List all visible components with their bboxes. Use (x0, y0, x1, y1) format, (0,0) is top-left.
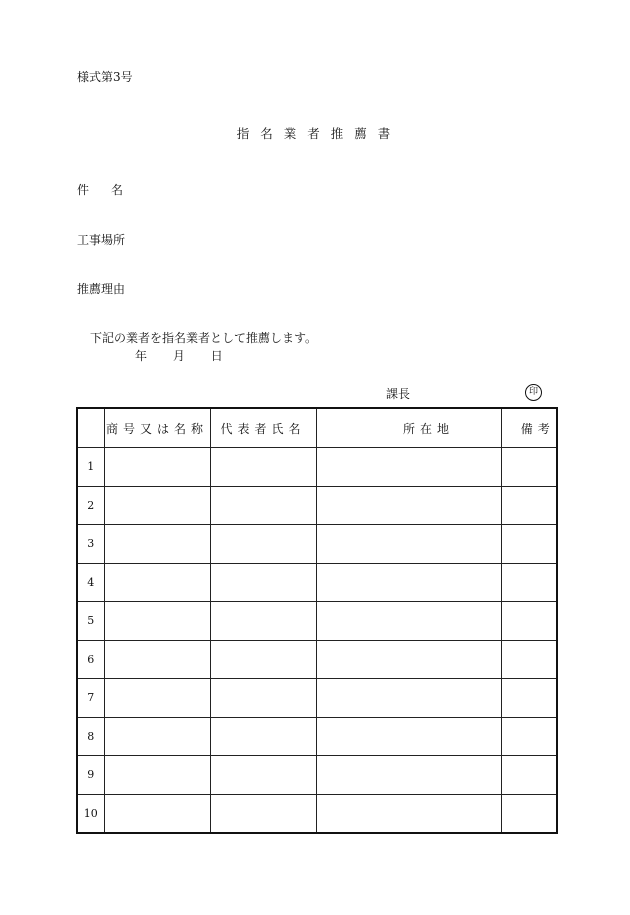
table-row (77, 602, 557, 641)
company-name-cell[interactable] (104, 717, 210, 756)
row-number: 4 (77, 563, 104, 602)
date-month: 月 (172, 349, 185, 363)
header-representative: 代表者氏名 (210, 408, 316, 448)
company-name-cell[interactable] (104, 756, 210, 795)
table-row (77, 640, 557, 679)
company-name-cell[interactable] (104, 640, 210, 679)
header-address: 所在地 (316, 408, 501, 448)
remarks-cell[interactable] (501, 640, 557, 679)
remarks-cell[interactable] (501, 448, 557, 487)
representative-cell[interactable] (210, 563, 316, 602)
remarks-cell[interactable] (501, 717, 557, 756)
company-name-cell[interactable] (104, 794, 210, 833)
address-cell[interactable] (316, 448, 501, 487)
row-number: 3 (77, 525, 104, 564)
date-line (135, 347, 245, 364)
representative-cell[interactable] (210, 756, 316, 795)
address-cell[interactable] (316, 486, 501, 525)
row-number: 8 (77, 717, 104, 756)
header-number (77, 408, 104, 448)
row-number: 1 (77, 448, 104, 487)
representative-cell[interactable] (210, 448, 316, 487)
section-chief-label: 課長 (386, 387, 411, 401)
subject-label (77, 181, 145, 198)
remarks-cell[interactable] (501, 602, 557, 641)
remarks-cell[interactable] (501, 679, 557, 718)
date-year: 年 (135, 349, 148, 363)
representative-cell[interactable] (210, 602, 316, 641)
remarks-cell[interactable] (501, 756, 557, 795)
company-name-cell[interactable] (104, 486, 210, 525)
table-row (77, 756, 557, 795)
subject-label-text: 件名 (77, 183, 146, 197)
table-row (77, 563, 557, 602)
row-number: 5 (77, 602, 104, 641)
company-name-cell[interactable] (104, 679, 210, 718)
remarks-cell[interactable] (501, 486, 557, 525)
table-row (77, 448, 557, 487)
table-row (77, 486, 557, 525)
table-row (77, 794, 557, 833)
address-cell[interactable] (316, 679, 501, 718)
company-name-cell[interactable] (104, 563, 210, 602)
row-number: 6 (77, 640, 104, 679)
remarks-cell[interactable] (501, 794, 557, 833)
remarks-cell[interactable] (501, 563, 557, 602)
address-cell[interactable] (316, 794, 501, 833)
row-number: 7 (77, 679, 104, 718)
company-name-cell[interactable] (104, 602, 210, 641)
document-title: 指名業者推薦書 (236, 126, 402, 141)
table-body (77, 448, 557, 834)
representative-cell[interactable] (210, 679, 316, 718)
representative-cell[interactable] (210, 640, 316, 679)
header-remarks: 備考 (501, 408, 557, 448)
reason-label: 推薦理由 (77, 282, 126, 296)
contractor-table (76, 407, 558, 834)
form-number: 様式第3号 (77, 70, 133, 84)
seal-mark: 印 (525, 384, 542, 401)
table-row (77, 525, 557, 564)
representative-cell[interactable] (210, 794, 316, 833)
address-cell[interactable] (316, 640, 501, 679)
remarks-cell[interactable] (501, 525, 557, 564)
representative-cell[interactable] (210, 525, 316, 564)
address-cell[interactable] (316, 563, 501, 602)
header-company-name: 商号又は名称 (104, 408, 210, 448)
address-cell[interactable] (316, 525, 501, 564)
table-header-row (77, 408, 557, 448)
company-name-cell[interactable] (104, 525, 210, 564)
representative-cell[interactable] (210, 486, 316, 525)
company-name-cell[interactable] (104, 448, 210, 487)
address-cell[interactable] (316, 756, 501, 795)
representative-cell[interactable] (210, 717, 316, 756)
address-cell[interactable] (316, 602, 501, 641)
table-row (77, 679, 557, 718)
date-day: 日 (210, 349, 223, 363)
row-number: 2 (77, 486, 104, 525)
table-row (77, 717, 557, 756)
row-number: 10 (77, 794, 104, 833)
site-label: 工事場所 (77, 233, 126, 247)
row-number: 9 (77, 756, 104, 795)
address-cell[interactable] (316, 717, 501, 756)
recommendation-statement: 下記の業者を指名業者として推薦します。 (90, 331, 318, 345)
